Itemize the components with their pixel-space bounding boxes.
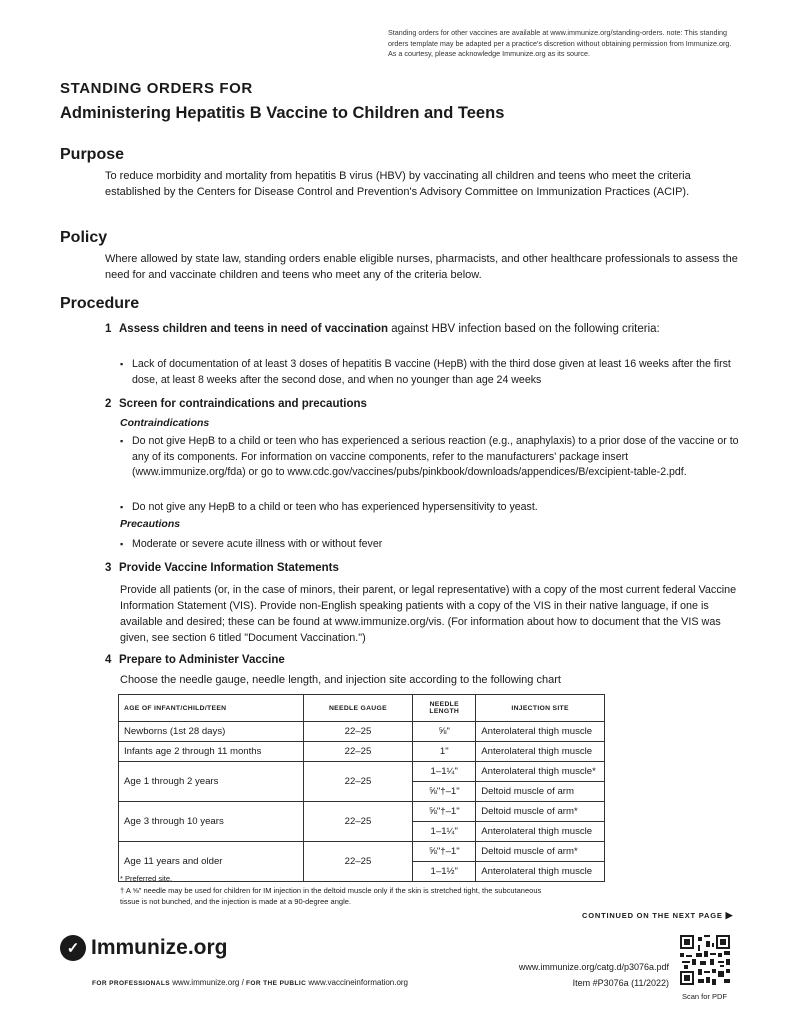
table-header: AGE OF INFANT/CHILD/TEEN (119, 695, 304, 722)
precautions-heading: Precautions (120, 518, 181, 530)
step-1-bullet: ▪ Lack of documentation of at least 3 doses of hepatitis B vaccine (HepB) with the third dose given at least 16 weeks after the first dose, at least 8 weeks after the second dose, and when no younger than age 24 weeks (120, 357, 740, 388)
step-1-number: 1 (105, 323, 112, 335)
step-3 (105, 562, 339, 574)
footnote-preferred: * Preferred site. (120, 874, 173, 883)
table-cell-site: Deltoid muscle of arm* (476, 802, 605, 822)
page-title: Administering Hepatitis B Vaccine to Children and Teens (60, 104, 505, 122)
table-row (119, 842, 605, 862)
scan-for-pdf-label: Scan for PDF (682, 992, 728, 1001)
contraindication-1: ▪ Do not give HepB to a child or teen who has experienced a serious reaction (e.g., anaphylaxis) to a prior dose of the vaccine or to any of its components. For information on vaccine components, refer to the manufacturers' package insert (www.immunize.org/fda) or go to www.cdc.gov/vaccines/pubs/pinkbook/downloads/appendices/B/excipient-table-2.pdf. (120, 434, 740, 481)
table-cell-length: ⅝"†–1" (413, 782, 476, 802)
table-cell-site: Anterolateral thigh muscle* (476, 762, 605, 782)
qr-code-icon (680, 935, 730, 985)
table-cell-site: Deltoid muscle of arm (476, 782, 605, 802)
table-row (119, 802, 605, 822)
step-2 (105, 398, 367, 410)
table-row (119, 722, 605, 742)
table-cell-gauge: 22–25 (303, 722, 413, 742)
continued-text: CONTINUED ON THE NEXT PAGE (582, 911, 723, 920)
table-cell-site: Anterolateral thigh muscle (476, 862, 605, 882)
policy-heading: Policy (60, 229, 108, 246)
table-cell-length: ⅝"†–1" (413, 802, 476, 822)
purpose-text: To reduce morbidity and mortality from hepatitis B virus (HBV) by vaccinating all children and teens who meet the criteria established by the Centers for Disease Control and Prevention's Advisory Committee on Immunization Practices (ACIP). (105, 170, 691, 198)
step-4 (105, 654, 285, 666)
footer-item-number: Item #P3076a (11/2022) (572, 978, 669, 988)
footer-public-url[interactable]: www.vaccineinformation.org (308, 978, 409, 987)
table-cell-age: Age 1 through 2 years (119, 762, 304, 802)
footer-pdf-url[interactable]: www.immunize.org/catg.d/p3076a.pdf (518, 962, 669, 972)
contraindications-heading: Contraindications (120, 417, 210, 429)
table-cell-age: Infants age 2 through 11 months (119, 742, 304, 762)
table-header-row (119, 695, 605, 722)
step-1-rest: against HBV infection based on the following criteria: (388, 323, 660, 335)
step-1-bold: Assess children and teens in need of vaccination (119, 323, 389, 335)
step-2-number: 2 (105, 398, 112, 410)
needle-chart-table (118, 694, 605, 882)
table-cell-age: Newborns (1st 28 days) (119, 722, 304, 742)
title-line-1: STANDING ORDERS FOR (60, 80, 253, 97)
step-3-text: Provide all patients (or, in the case of minors, their parent, or legal representative) with a copy of the most current federal Vaccine Information Statement (VIS). Provide non-English speaking patients with a copy of the VIS in their native language, if one is available and desired; these can be found at www.immunize.org/vis. (For information about how to document that the VIS was given, see section 6 titled "Document Vaccination.") (120, 584, 737, 644)
step-2-title: Screen for contraindications and precautions (119, 398, 367, 410)
purpose-heading: Purpose (60, 146, 125, 163)
step-4-title: Prepare to Administer Vaccine (119, 654, 285, 666)
table-cell-site: Anterolateral thigh muscle (476, 722, 605, 742)
table-cell-gauge: 22–25 (303, 802, 413, 842)
logo-text: Immunize.org (91, 936, 228, 959)
table-cell-gauge: 22–25 (303, 842, 413, 882)
table-cell-age: Age 3 through 10 years (119, 802, 304, 842)
footnote-needle: † A ⅝" needle may be used for children for IM injection in the deltoid muscle only if the skin is stretched tight, the subcutaneous tissue is not bunched, and the injection is made at a 90-degree angle. (120, 886, 542, 906)
step-3-number: 3 (105, 562, 112, 574)
step-4-text: Choose the needle gauge, needle length, and injection site according to the following chart (120, 674, 561, 686)
precaution-1: ▪ Moderate or severe acute illness with or without fever (120, 537, 740, 553)
step-1 (105, 321, 665, 338)
table-cell-gauge: 22–25 (303, 742, 413, 762)
syringe-logo-icon: ✓ (60, 935, 86, 961)
table-cell-length: 1–1½" (413, 862, 476, 882)
procedure-heading: Procedure (60, 295, 140, 312)
table-header: NEEDLE LENGTH (413, 695, 476, 722)
table-cell-site: Anterolateral thigh muscle (476, 822, 605, 842)
table-cell-age: Age 11 years and older (119, 842, 304, 882)
step-3-title: Provide Vaccine Information Statements (119, 562, 339, 574)
footer-public-label: FOR THE PUBLIC (246, 980, 307, 987)
footer-pro-label: FOR PROFESSIONALS (92, 980, 170, 987)
table-row (119, 742, 605, 762)
contraindication-2: ▪ Do not give any HepB to a child or teen who has experienced hypersensitivity to yeast. (120, 500, 740, 516)
table-cell-site: Deltoid muscle of arm* (476, 842, 605, 862)
table-header: NEEDLE GAUGE (303, 695, 413, 722)
top-note: Standing orders for other vaccines are available at www.immunize.org/standing-orders. note: This standing orders template may be adapted per a practice's discretion without obtaining permission from Immunize.org. As a courtesy, please acknowledge Immunize.org as its source. (388, 28, 732, 58)
table-cell-length: ⅝"†–1" (413, 842, 476, 862)
table-cell-length: 1–1¼" (413, 822, 476, 842)
play-arrow-icon: ▶ (725, 910, 734, 920)
table-cell-gauge: 22–25 (303, 762, 413, 802)
footer-pro-url[interactable]: www.immunize.org (172, 978, 240, 987)
table-header: INJECTION SITE (476, 695, 605, 722)
table-row (119, 762, 605, 782)
continued-note (582, 910, 733, 921)
table-cell-length: 1" (413, 742, 476, 762)
policy-text: Where allowed by state law, standing orders enable eligible nurses, pharmacists, and other healthcare professionals to assess the need for and vaccinate children and teens who meet any of the criteria below. (105, 253, 738, 281)
table-cell-length: ⅝" (413, 722, 476, 742)
footer-links (92, 978, 408, 987)
table-cell-length: 1–1¼" (413, 762, 476, 782)
step-4-number: 4 (105, 654, 112, 666)
table-cell-site: Anterolateral thigh muscle (476, 742, 605, 762)
footer-separator: / (241, 978, 244, 987)
immunize-logo (60, 935, 228, 961)
